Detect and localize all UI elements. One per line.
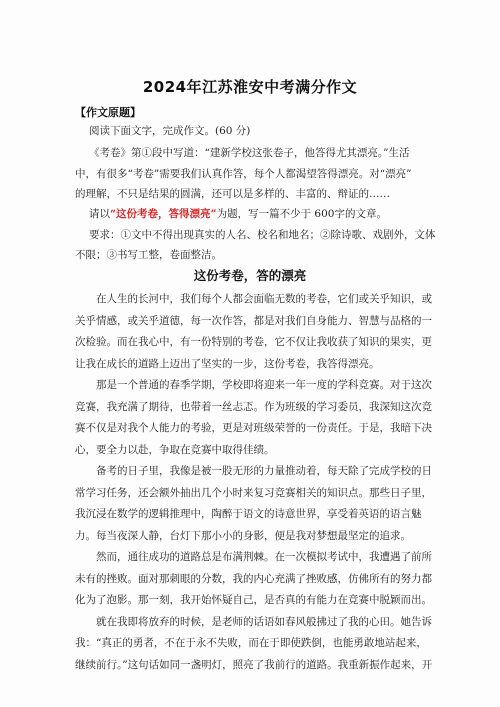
requirements-line: 不限；③书写工整，卷面整洁。 [75,249,222,261]
essay-line: 我沉浸在数学的逻辑推理中，陶醉于语文的诗意世界，享受着英语的语言魅 [75,508,422,520]
essay-line: 未有的挫败。面对那刺眼的分数，我的内心充满了挫败感，仿佛所有的努力都 [75,572,432,585]
requirements-line: 要求：①文中不得出现真实的人名、校名和地名；②除诗歌、戏剧外，文体 [89,229,436,241]
prompt-line: 阅读下面文字，完成作文。(60 分) [89,125,251,137]
essay-line: 竞赛，我充满了期待，也带着一丝忐忑。作为班级的学习委员，我深知这次竞 [75,400,432,413]
instruction-prefix: 请以 [89,208,110,220]
instruction-highlight: “这份考卷，答得漂亮” [110,208,217,220]
page-title: 2024年江苏淮安中考满分作文 [142,78,358,96]
essay-line: 我：“真正的勇者，不在于永不失败，而在于即使跌倒，也能勇敢地站起来， [75,637,427,649]
essay-line: 就在我即将放弃的时候，是老师的话语如春风般拂过了我的心田。她告诉 [96,615,432,628]
essay-line: 那是一个普通的春季学期，学校即将迎来一年一度的学科竞赛。对于这次 [96,379,432,391]
essay-line: 心，要全力以赴，争取在竞赛中取得佳绩。 [75,443,275,456]
essay-line: 次检验。而在我心中，有一份特别的考卷，它不仅让我收获了知识的果实，更 [75,336,432,348]
essay-line: 常学习任务，还会额外抽出几个小时来复习竞赛相关的知识点。那些日子里， [75,486,432,499]
essay-line: 力。每当夜深人静，台灯下那小小的身影，便是我对梦想最坚定的追求。 [75,529,411,542]
essay-line: 备考的日子里，我像是被一股无形的力量推动着，每天除了完成学校的日 [96,465,432,477]
prompt-label: 【作文原题】 [75,106,141,119]
essay-line: 关乎情感，或关乎道德，每一次作答，都是对我们自身能力、智慧与品格的一 [75,314,432,327]
essay-line: 化为了泡影。那一刻，我开始怀疑自己，是否真的有能力在竞赛中脱颖而出。 [75,594,432,606]
instruction-line [89,207,444,221]
prompt-line: 的理解，不只是结果的圆满，还可以是多样的、丰富的、辩证的…… [75,188,390,200]
essay-line: 然而，通往成功的道路总是布满荆棘。在一次模拟考试中，我遭遇了前所 [96,551,432,563]
prompt-line: 《考卷》第①段中写道：“建新学校这张卷子，他答得尤其漂亮。”生活 [89,147,410,159]
essay-line: 让我在成长的道路上迈出了坚实的一步，这份考卷，我答得漂亮。 [75,357,380,370]
essay-line: 继续前行。”这句话如同一盏明灯，照亮了我前行的道路。我重新振作起来，开 [75,658,433,671]
essay-title: 这份考卷，答的漂亮 [193,268,307,283]
essay-line: 在人生的长河中，我们每个人都会面临无数的考卷，它们或关乎知识，或 [96,293,432,305]
essay-line: 赛不仅是对我个人能力的考验，更是对班级荣誉的一份责任。于是，我暗下决 [75,422,432,434]
prompt-line: 中，有很多“考卷”需要我们认真作答，每个人都渴望答得漂亮。对“漂亮” [75,168,412,180]
instruction-suffix: 为题，写一篇不少于 600字的文章。 [216,208,387,220]
